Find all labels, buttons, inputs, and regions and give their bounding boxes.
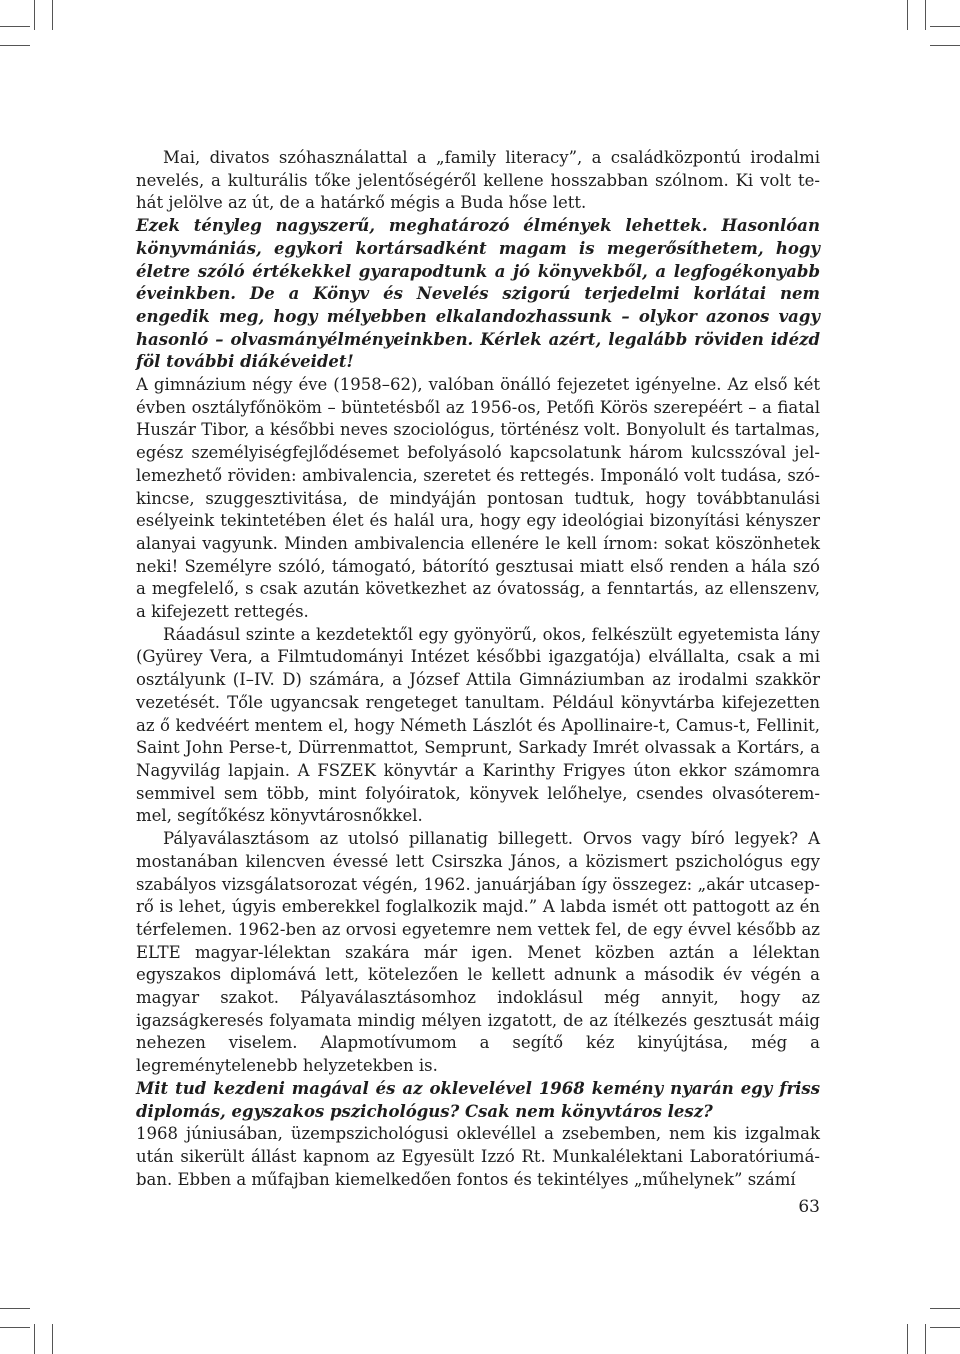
paragraph-text: Mai, divatos szóhasználattal a „family literacy”, a családközpontú irodalmi nevelés, a kulturális tőke jelentőségéről kellene hosszabban szólnom. Ki volt tehát jelölve az út, de a határkő mégis a Buda hőse lett.: [136, 148, 820, 213]
paragraph-text: 1968 júniusában, üzempszichológusi oklevéllel a zsebemben, nem kis izgalmak után sikerült állást kapnom az Egyesült Izzó Rt. Munkalélektani Laboratóriumában. Ebben a műfajban kiemelkedően fontos és tekintélyes „műhelynek” számí: [136, 1124, 820, 1189]
paragraph: [136, 624, 820, 828]
question-text: Mit tud kezdeni magával és az oklevelével 1968 kemény nyarán egy friss diplomás, egyszakos pszichológus? Csak nem könyvtáros lesz?: [136, 1078, 820, 1121]
page-number: 63: [798, 1197, 820, 1217]
question-text: Ezek tényleg nagyszerű, meghatározó élmények lehettek. Hasonlóan könyvmániás, egykori kortársadként magam is megerősíthetem, hogy életre szóló értékekkel gyarapodtunk a jó könyvekből, a legfogékonyabb éveinkben. De a Könyv és Nevelés szigorú terjedelmi korlátai nem engedik meg, hogy mélyebben elkalandozhassunk – olykor azonos vagy hasonló – olvasmányélményeinkben. Kérlek azért, legalább röviden idézd föl további diákéveidet!: [136, 216, 820, 372]
paragraph: [136, 147, 820, 215]
paragraph: [136, 828, 820, 1078]
paragraph: [136, 1123, 820, 1191]
paragraph-text: Ráadásul szinte a kezdetektől egy gyönyörű, okos, felkészült egyetemista lány (Gyürey Vera, a Filmtudományi Intézet későbbi igazgatója) elvállalta, csak a mi osztályunk (I–IV. D) számára, a József Attila Gimnáziumban az irodalmi szakkör vezetését. Tőle ugyancsak rengeteget tanultam. Például könyvtárba kifejezetten az ő kedvéért mentem el, hogy Németh Lászlót és Apollinaire-t, Camus-t, Fellinit, Saint John Perse-t, Dürrenmattot, Semprunt, Sarkady Imrét olvassak a Kortárs, a Nagyvilág lapjain. A FSZEK könyvtár a Karinthy Frigyes úton ekkor számomra semmivel sem több, mint folyóiratok, könyvek lelőhelye, csendes olvasóteremmel, segítőkész könyvtárosnőkkel.: [136, 624, 820, 826]
paragraph-text: Pályaválasztásom az utolsó pillanatig billegett. Orvos vagy bíró legyek? A mostanában kilencven évessé lett Csirszka János, a közismert pszichológus egy szabályos vizsgálatsorozat végén, 1962. januárjában így összegez: „akár utcaseprő is lehet, úgyis emberekkel foglalkozik majd.” A labda ismét ott pattogott az én térfelemen. 1962-ben az orvosi egyetemre nem vettek fel, de egy évvel később az ELTE magyar-lélektan szakára már igen. Menet közben aztán a lélektan egyszakos diplomává lett, kötelezően le kellett adnunk a második év végén a magyar szakot. Pályaválasztásomhoz indoklásul még annyit, hogy az igazságkeresés folyamata mindig mélyen izgatott, de az ítélkezés gesztusát máig nehezen viselem. Alapmotívumom a segítő kéz kinyújtása, még a legreménytelenebb helyzetekben is.: [136, 829, 820, 1076]
page-body: [136, 147, 820, 1191]
paragraph-text: A gimnázium négy éve (1958–62), valóban önálló fejezetet igényelne. Az első két évben osztályfőnököm – büntetésből az 1956-os, Petőfi Körös szerepéért – a fiatal Huszár Tibor, a későbbi neves szociológus, történész volt. Bonyolult és tartalmas, egész személyiségfejlődésemet befolyásoló kapcsolatunk három kulcsszóval jellemezhető röviden: ambivalencia, szeretet és rettegés. Imponáló volt tudása, szókincse, szuggesztivitása, de mindyáján pontosan tudtuk, hogy továbbtanulási esélyeink tekintetében élet és halál ura, hogy egy ideológiai bizonyítási kényszer alanyai vagyunk. Minden ambivalencia ellenére le kell írnom: sokat köszönhetek neki! Személyre szóló, támogató, bátorító gesztusai miatt első renden a hála szó a megfelelő, s csak azután következhet az óvatosság, a fenntartás, az ellenszenv, a kifejezett rettegés.: [136, 375, 820, 622]
interview-question: [136, 215, 820, 374]
paragraph: [136, 374, 820, 624]
interview-question: [136, 1078, 820, 1123]
